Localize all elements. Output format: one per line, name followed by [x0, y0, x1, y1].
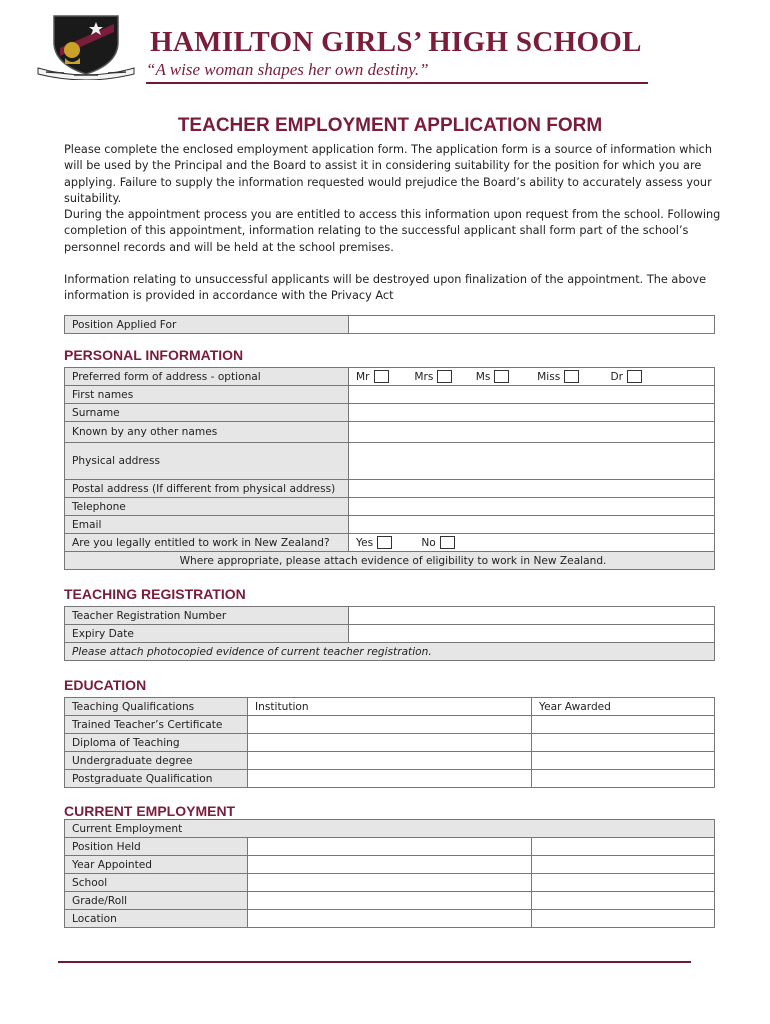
first-names-input[interactable]: [349, 386, 715, 404]
intro-text: [64, 142, 724, 305]
email-input[interactable]: [349, 516, 715, 534]
employment-label: Grade/Roll: [65, 892, 248, 910]
section-title-employment: CURRENT EMPLOYMENT: [64, 803, 236, 819]
education-header: Year Awarded: [532, 698, 715, 716]
registration-note: Please attach photocopied evidence of current teacher registration.: [65, 643, 715, 661]
checkbox-dr[interactable]: [627, 370, 642, 383]
expiry-date-input[interactable]: [349, 625, 715, 643]
employment-label: Position Held: [65, 838, 248, 856]
employment-input[interactable]: [248, 910, 532, 928]
school-name: HAMILTON GIRLS’ HIGH SCHOOL: [150, 26, 642, 58]
email-label: Email: [65, 516, 349, 534]
year-awarded-input[interactable]: [532, 752, 715, 770]
employment-label: Location: [65, 910, 248, 928]
employment-header: Current Employment: [65, 820, 715, 838]
checkbox-miss[interactable]: [564, 370, 579, 383]
address-form-options: [349, 368, 715, 386]
education-header: Institution: [248, 698, 532, 716]
employment-table: [64, 819, 715, 928]
form-title: TEACHER EMPLOYMENT APPLICATION FORM: [177, 115, 603, 136]
year-awarded-input[interactable]: [532, 734, 715, 752]
surname-input[interactable]: [349, 404, 715, 422]
section-title-registration: TEACHING REGISTRATION: [64, 586, 246, 602]
header-divider: [146, 82, 648, 84]
surname-label: Surname: [65, 404, 349, 422]
position-table: [64, 315, 715, 334]
employment-input[interactable]: [248, 856, 532, 874]
option-mrs[interactable]: Mrs: [414, 370, 472, 383]
employment-input[interactable]: [532, 856, 715, 874]
footer-divider: [58, 961, 691, 963]
option-mr[interactable]: Mr: [356, 370, 411, 383]
employment-input[interactable]: [248, 892, 532, 910]
registration-table: [64, 606, 715, 661]
registration-number-input[interactable]: [349, 607, 715, 625]
institution-input[interactable]: [248, 716, 532, 734]
employment-input[interactable]: [248, 874, 532, 892]
qualification-label: Diploma of Teaching: [65, 734, 248, 752]
table-row: [65, 752, 715, 770]
section-title-personal: PERSONAL INFORMATION: [64, 347, 244, 363]
section-title-education: EDUCATION: [64, 677, 147, 693]
table-row: [65, 770, 715, 788]
employment-input[interactable]: [532, 874, 715, 892]
nz-work-entitlement-label: Are you legally entitled to work in New Zealand?: [65, 534, 349, 552]
institution-input[interactable]: [248, 770, 532, 788]
school-motto: “A wise woman shapes her own destiny.”: [146, 60, 429, 79]
postal-address-label: Postal address (If different from physical address): [65, 480, 349, 498]
intro-paragraph: During the appointment process you are entitled to access this information upon request from the school. Following completion of this appointment, information relating to the successful applicant shall form part of the school’s personnel records and will be held at the school premises.: [64, 208, 721, 254]
expiry-date-label: Expiry Date: [65, 625, 349, 643]
table-row: [65, 734, 715, 752]
option-ms[interactable]: Ms: [476, 370, 534, 383]
school-crest-logo: [36, 12, 136, 80]
education-table: [64, 697, 715, 788]
institution-input[interactable]: [248, 734, 532, 752]
qualification-label: Undergraduate degree: [65, 752, 248, 770]
physical-address-input[interactable]: [349, 443, 715, 480]
position-input[interactable]: [349, 316, 715, 334]
employment-input[interactable]: [532, 892, 715, 910]
qualification-label: Trained Teacher’s Certificate: [65, 716, 248, 734]
registration-number-label: Teacher Registration Number: [65, 607, 349, 625]
table-row: [65, 856, 715, 874]
year-awarded-input[interactable]: [532, 770, 715, 788]
personal-table: [64, 367, 715, 570]
education-header: Teaching Qualifications: [65, 698, 248, 716]
employment-input[interactable]: [248, 838, 532, 856]
address-form-label: Preferred form of address - optional: [65, 368, 349, 386]
table-row: [65, 892, 715, 910]
first-names-label: First names: [65, 386, 349, 404]
known-by-label: Known by any other names: [65, 422, 349, 443]
employment-input[interactable]: [532, 910, 715, 928]
table-row: [65, 874, 715, 892]
option-no[interactable]: No: [421, 536, 454, 549]
option-dr[interactable]: Dr: [611, 370, 643, 383]
checkbox-no[interactable]: [440, 536, 455, 549]
option-miss[interactable]: Miss: [537, 370, 607, 383]
checkbox-yes[interactable]: [377, 536, 392, 549]
nz-work-entitlement-options: [349, 534, 715, 552]
table-row: [65, 910, 715, 928]
employment-label: School: [65, 874, 248, 892]
known-by-input[interactable]: [349, 422, 715, 443]
checkbox-mr[interactable]: [374, 370, 389, 383]
qualification-label: Postgraduate Qualification: [65, 770, 248, 788]
physical-address-label: Physical address: [65, 443, 349, 480]
intro-paragraph: Information relating to unsuccessful applicants will be destroyed upon finalization of the appointment. The above information is provided in accordance with the Privacy Act: [64, 273, 707, 303]
position-label: Position Applied For: [65, 316, 349, 334]
telephone-label: Telephone: [65, 498, 349, 516]
employment-label: Year Appointed: [65, 856, 248, 874]
checkbox-ms[interactable]: [494, 370, 509, 383]
institution-input[interactable]: [248, 752, 532, 770]
telephone-input[interactable]: [349, 498, 715, 516]
eligibility-note: Where appropriate, please attach evidence of eligibility to work in New Zealand.: [65, 552, 715, 570]
table-row: [65, 716, 715, 734]
option-yes[interactable]: Yes: [356, 536, 418, 549]
checkbox-mrs[interactable]: [437, 370, 452, 383]
year-awarded-input[interactable]: [532, 716, 715, 734]
postal-address-input[interactable]: [349, 480, 715, 498]
intro-paragraph: Please complete the enclosed employment application form. The application form is a source of information which will be used by the Principal and the Board to assist it in considering suitability for the position for which you are applying. Failure to supply the information requested would prejudice the Board’s ability to accurately assess your suitability.: [64, 143, 712, 205]
table-row: [65, 838, 715, 856]
employment-input[interactable]: [532, 838, 715, 856]
